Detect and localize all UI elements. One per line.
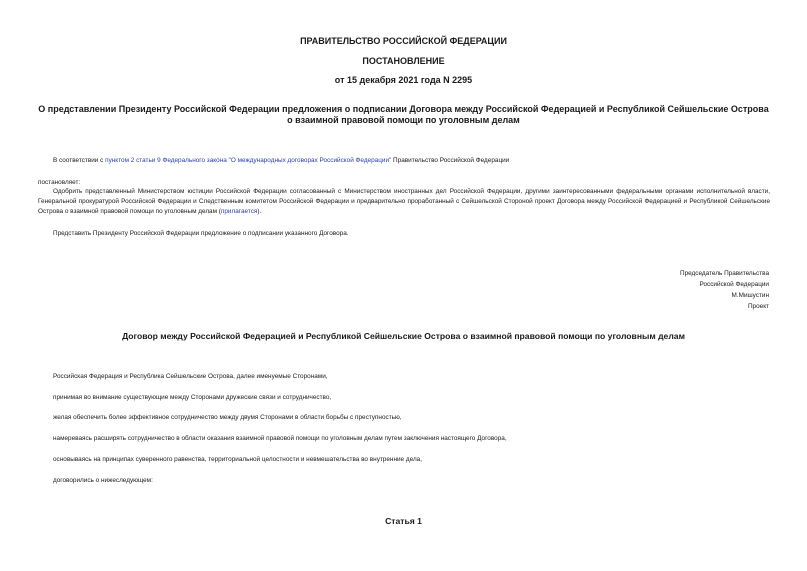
document-type-heading: ПОСТАНОВЛЕНИЕ	[362, 56, 445, 66]
document-title	[35, 104, 772, 126]
resolves-label: постановляет:	[38, 179, 81, 186]
treaty-line: основываясь на принципах суверенного равенства, территориальной целостности и невмешательства во внутренние дела,	[53, 456, 423, 463]
preamble	[53, 156, 509, 165]
paragraph-submit: Представить Президенту Российской Федерации предложение о подписании указанного Договора.	[53, 230, 349, 237]
paragraph-approve-text: Одобрить представленный Министерством юстиции Российской Федерации согласованный с Министерством иностранных дел Российской Федерации, другими заинтересованными федеральными органами исполнительной власти, Генеральной прокуратурой Российской Федерации и Следственным комитетом Российской Федерации и предварительно проработанный с Сейшельской Стороной проект Договора между Российской Федерацией и Республикой Сейшельские Острова о взаимной правовой помощи по уголовным делам	[38, 188, 770, 215]
treaty-line: Российская Федерация и Республика Сейшельские Острова, далее именуемые Сторонами,	[53, 373, 328, 380]
document-title-line-2: о взаимной правовой помощи по уголовным делам	[287, 115, 520, 125]
attached-link[interactable]: прилагается	[220, 208, 258, 215]
treaty-line: договорились о нижеследующем:	[53, 477, 153, 484]
document-date-number: от 15 декабря 2021 года N 2295	[334, 75, 473, 85]
treaty-line: намереваясь расширять сотрудничество в области оказания взаимной правовой помощи по уголовным делам путем заключения настоящего Договора,	[53, 435, 507, 442]
article-1-heading: Статья 1	[385, 516, 422, 526]
treaty-line: принимая во внимание существующие между Сторонами дружеские связи и сотрудничество,	[53, 394, 332, 401]
preamble-prefix: В соответствии с	[53, 157, 106, 164]
signature-country: Российской Федерации	[699, 281, 769, 288]
document-title-line-1: О представлении Президенту Российской Федерации предложения о подписании Договора между Российской Федерацией и Республикой Сейшельские Острова	[38, 104, 769, 114]
treaty-title: Договор между Российской Федерацией и Республикой Сейшельские Острова о взаимной правовой помощи по уголовным делам	[122, 331, 685, 341]
treaty-line: желая обеспечить более эффективное сотрудничество между двумя Сторонами в области борьбы с преступностью,	[53, 414, 402, 421]
federal-law-link[interactable]: пунктом 2 статьи 9 Федерального закона "О международных договорах Российской Федерации"	[105, 157, 392, 164]
signature-name: М.Мишустин	[731, 292, 769, 299]
signature-position: Председатель Правительства	[680, 270, 769, 277]
preamble-suffix: Правительство Российской Федерации	[391, 157, 510, 164]
paragraph-approve-link-open: (	[218, 208, 221, 215]
government-heading: ПРАВИТЕЛЬСТВО РОССИЙСКОЙ ФЕДЕРАЦИИ	[300, 36, 507, 46]
paragraph-approve-link-close: ).	[257, 208, 262, 215]
paragraph-approve	[38, 187, 770, 217]
draft-label: Проект	[747, 303, 769, 310]
